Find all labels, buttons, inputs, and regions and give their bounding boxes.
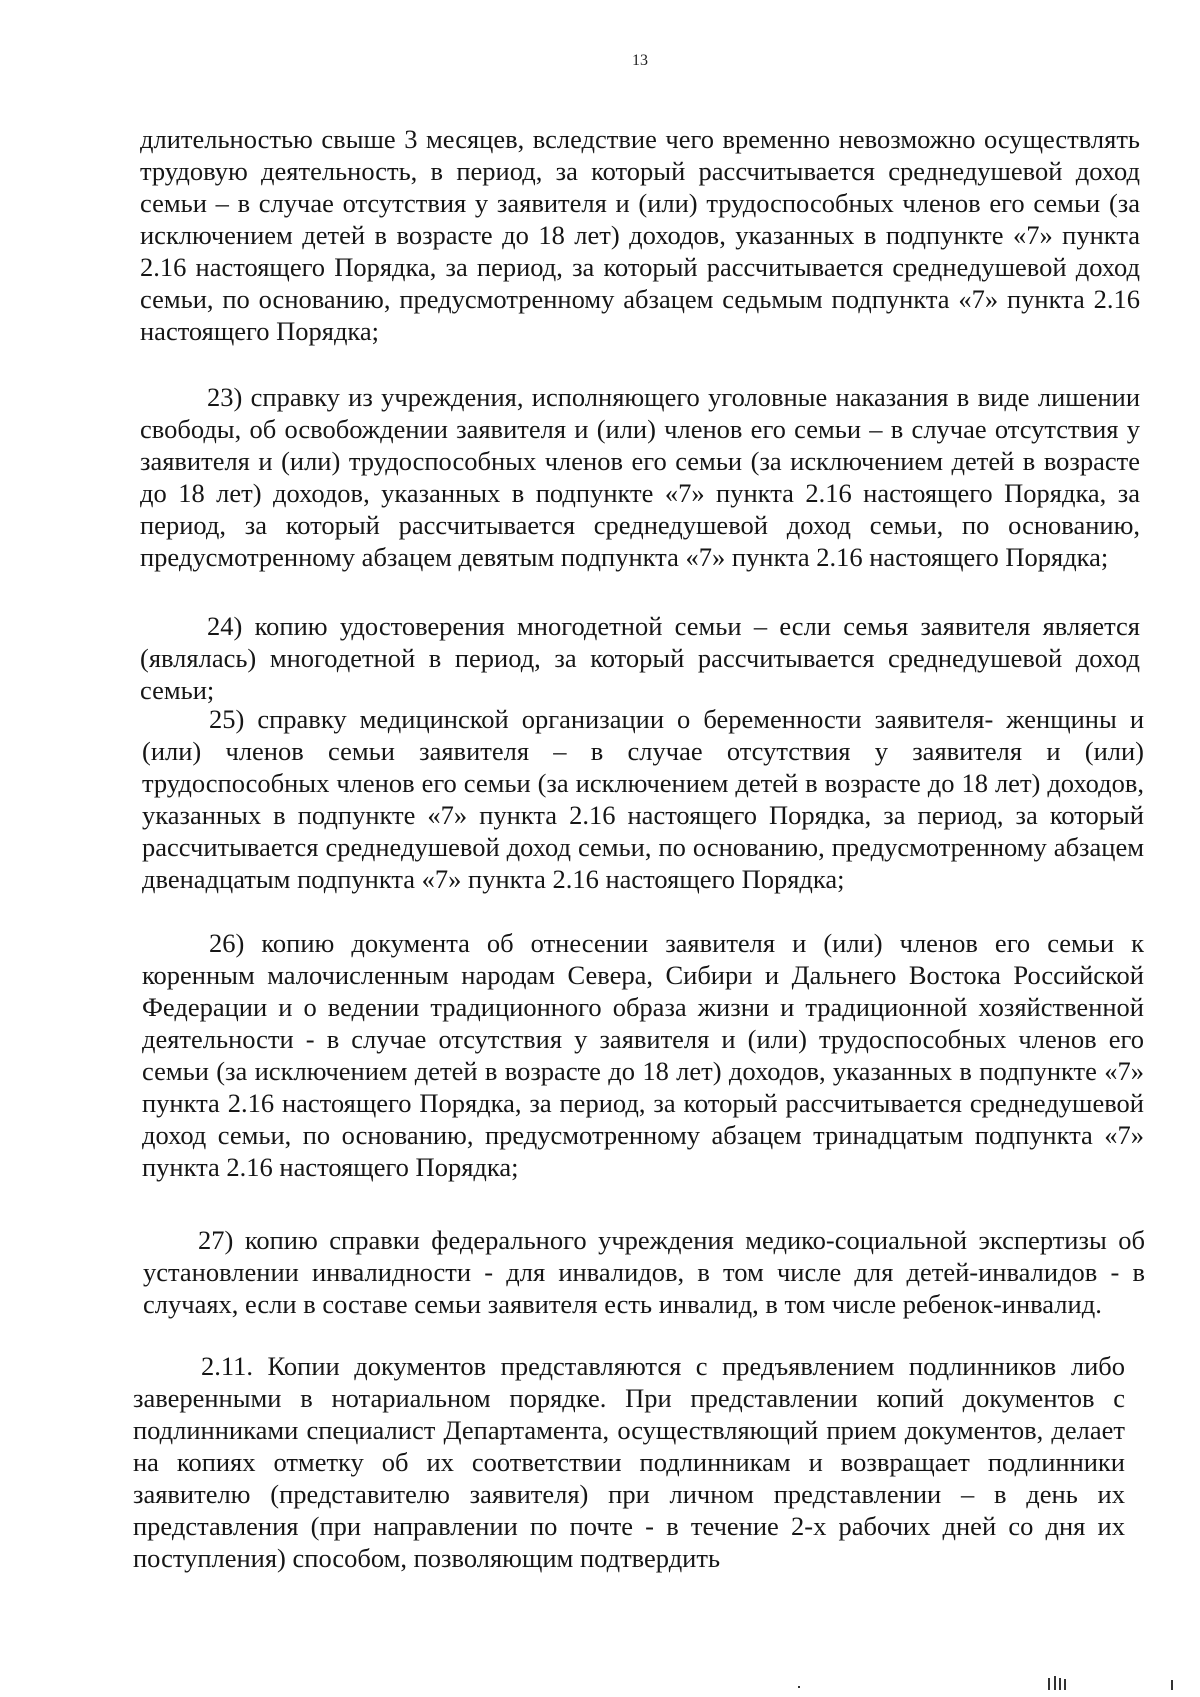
paragraph-section-2-11: 2.11. Копии документов представляются с предъявлением подлинников либо заверенными в нотариальном порядке. При представлении копий документов с подлинниками специалист Департамента, осуществляющий прием документов, делает на копиях отметку об их соответствии подлинникам и возвращает подлинники заявителю (представителю заявителя) при личном представлении – в день их представления (при направлении по почте - в течение 2-х рабочих дней со дня их поступления) способом, позволяющим подтвердить — [133, 1350, 1125, 1574]
scan-mark — [1171, 1680, 1173, 1690]
page-number: 13 — [632, 52, 648, 69]
scan-mark — [1064, 1679, 1066, 1690]
scan-mark — [1054, 1676, 1056, 1690]
paragraph-item-23: 23) справку из учреждения, исполняющего уголовные наказания в виде лишении свободы, об освобождении заявителя и (или) членов его семьи – в случае отсутствия у заявителя и (или) трудоспособных членов его семьи (за исключением детей в возрасте до 18 лет) доходов, указанных в подпункте «7» пункта 2.16 настоящего Порядка, за период, за который рассчитывается среднедушевой доход семьи, по основанию, предусмотренному абзацем девятым подпункта «7» пункта 2.16 настоящего Порядка; — [140, 381, 1140, 572]
scan-mark — [1048, 1678, 1050, 1690]
scan-mark — [1059, 1678, 1061, 1690]
paragraph-item-27: 27) копию справки федерального учреждения медико-социальной экспертизы об установлении инвалидности - для инвалидов, в том числе для детей-инвалидов - в случаях, если в составе семьи заявителя есть инвалид, в том числе ребенок-инвалид. — [143, 1224, 1145, 1319]
paragraph-item-25: 25) справку медицинской организации о беременности заявителя- женщины и (или) членов семьи заявителя – в случае отсутствия у заявителя и (или) трудоспособных членов его семьи (за исключением детей в возрасте до 18 лет) доходов, указанных в подпункте «7» пункта 2.16 настоящего Порядка, за период, за который рассчитывается среднедушевой доход семьи, по основанию, предусмотренному абзацем двенадцатым подпункта «7» пункта 2.16 настоящего Порядка; — [142, 703, 1144, 894]
scan-speck — [798, 1686, 800, 1688]
paragraph-item-24: 24) копию удостоверения многодетной семьи – если семья заявителя является (являлась) многодетной в период, за который рассчитывается среднедушевой доход семьи; — [140, 610, 1140, 705]
paragraph-item-26: 26) копию документа об отнесении заявителя и (или) членов его семьи к коренным малочисленным народам Севера, Сибири и Дальнего Востока Российской Федерации и о ведении традиционного образа жизни и традиционной хозяйственной деятельности - в случае отсутствия у заявителя и (или) трудоспособных членов его семьи (за исключением детей в возрасте до 18 лет) доходов, указанных в подпункте «7» пункта 2.16 настоящего Порядка, за период, за который рассчитывается среднедушевой доход семьи, по основанию, предусмотренному абзацем тринадцатым подпункта «7» пункта 2.16 настоящего Порядка; — [142, 927, 1144, 1183]
paragraph-continuation: длительностью свыше 3 месяцев, вследствие чего временно невозможно осуществлять трудовую деятельность, в период, за который рассчитывается среднедушевой доход семьи – в случае отсутствия у заявителя и (или) трудоспособных членов его семьи (за исключением детей в возрасте до 18 лет) доходов, указанных в подпункте «7» пункта 2.16 настоящего Порядка, за период, за который рассчитывается среднедушевой доход семьи, по основанию, предусмотренному абзацем седьмым подпункта «7» пункта 2.16 настоящего Порядка; — [140, 123, 1140, 347]
